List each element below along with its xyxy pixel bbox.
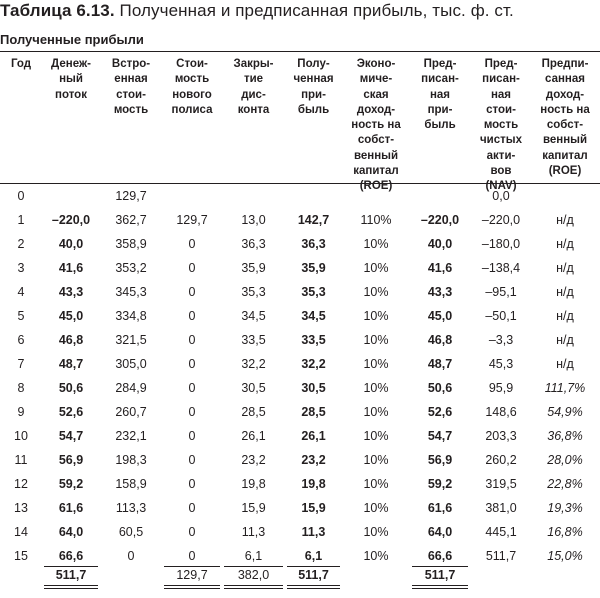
cell-earned-profit: 23,2 [301,453,326,467]
cell-new-policy-value: 0 [188,333,196,347]
cell-earned-profit: 142,7 [297,213,330,227]
total-cash-flow: 511,7 [55,568,87,582]
cell-embedded-value: 198,3 [115,453,147,467]
cell-earned-profit: 6,1 [304,549,323,563]
cell-cash-flow: 43,3 [58,285,84,299]
cell-discount-unwind: 15,9 [241,501,266,515]
cell-prescribed-nav: 95,9 [488,381,514,395]
table-row [0,424,600,448]
total-prescribed-nav [470,564,532,586]
cell-year: 12 [14,477,28,491]
cell-year: 10 [14,429,28,443]
cell-economic-roe: 10% [363,525,389,539]
cell-discount-unwind: 6,1 [244,549,263,563]
cell-new-policy-value: 0 [188,261,196,275]
cell-economic-roe: 10% [363,285,389,299]
total-embedded-value [100,564,162,586]
cell-cash-flow: 48,7 [58,357,84,371]
cell-economic-roe: 110% [360,213,392,227]
cell-discount-unwind: 28,5 [241,405,266,419]
table-title [0,0,514,22]
total-double-rule-new-policy-value [164,588,220,589]
cell-discount-unwind: 19,8 [241,477,266,491]
cell-economic-roe: 10% [363,477,389,491]
total-double-rule-cash-flow [44,585,98,586]
cell-prescribed-profit: –220,0 [420,213,460,227]
table-row [0,448,600,472]
top-rule [0,51,600,52]
cell-new-policy-value: 0 [188,237,196,251]
cell-new-policy-value: 129,7 [176,213,208,227]
cell-discount-unwind [222,184,285,208]
cell-prescribed-profit: 48,7 [427,357,453,371]
cell-prescribed-roe: 36,8% [547,429,583,443]
table-number: Таблица 6.13. [0,1,115,20]
table-row [0,352,600,376]
cell-prescribed-profit: 54,7 [427,429,453,443]
cell-discount-unwind: 26,1 [241,429,266,443]
cell-embedded-value: 321,5 [115,333,147,347]
cell-new-policy-value: 0 [188,429,196,443]
total-double-rule-earned-profit [287,588,340,589]
cell-cash-flow [42,184,100,208]
cell-prescribed-roe: н/д [556,261,574,275]
cell-cash-flow: 66,6 [58,549,84,563]
cell-discount-unwind: 23,2 [241,453,266,467]
cell-embedded-value: 353,2 [115,261,147,275]
cell-embedded-value: 158,9 [115,477,147,491]
cell-prescribed-roe: н/д [556,309,574,323]
column-header-embedded-value: Встро- енная стои- мость [111,58,151,116]
cell-prescribed-profit: 59,2 [427,477,453,491]
table-row [0,184,600,208]
cell-prescribed-profit: 56,9 [427,453,453,467]
cell-new-policy-value: 0 [188,525,196,539]
cell-embedded-value: 260,7 [115,405,147,419]
cell-prescribed-profit: 45,0 [427,309,453,323]
cell-earned-profit [285,184,342,208]
cell-year: 3 [17,261,25,275]
cell-prescribed-nav: –220,0 [481,213,521,227]
cell-economic-roe [342,184,410,208]
cell-prescribed-profit: 50,6 [427,381,453,395]
cell-prescribed-nav: 203,3 [485,429,517,443]
total-double-rule-earned-profit [287,585,340,586]
cell-prescribed-nav: –180,0 [481,237,521,251]
column-header-discount-unwind: Закры- тие дис- конта [233,58,274,116]
cell-earned-profit: 35,9 [301,261,326,275]
cell-prescribed-nav: 148,6 [485,405,517,419]
cell-prescribed-profit: 43,3 [427,285,453,299]
cell-prescribed-roe: 15,0% [547,549,583,563]
cell-prescribed-nav: –3,3 [488,333,514,347]
cell-prescribed-profit: 64,0 [427,525,453,539]
table-row [0,400,600,424]
cell-prescribed-nav: –95,1 [485,285,517,299]
cell-discount-unwind: 34,5 [241,309,266,323]
table-row [0,232,600,256]
column-header-prescribed-nav: Пред- писан- ная стои- мость чистых акти- вов (NAV) [480,58,522,193]
cell-prescribed-roe: 54,9% [547,405,583,419]
cell-year: 5 [17,309,25,323]
cell-new-policy-value: 0 [188,453,196,467]
cell-prescribed-profit: 61,6 [427,501,453,515]
cell-earned-profit: 32,2 [301,357,326,371]
cell-cash-flow: 56,9 [58,453,84,467]
cell-earned-profit: 26,1 [301,429,326,443]
cell-earned-profit: 19,8 [301,477,326,491]
cell-economic-roe: 10% [363,381,389,395]
cell-prescribed-roe: н/д [556,285,574,299]
cell-cash-flow: 50,6 [58,381,84,395]
cell-prescribed-profit: 52,6 [427,405,453,419]
cell-discount-unwind: 36,3 [241,237,266,251]
cell-prescribed-profit: 46,8 [427,333,453,347]
total-double-rule-new-policy-value [164,585,220,586]
cell-prescribed-nav: 0,0 [492,189,510,203]
cell-embedded-value: 284,9 [115,381,147,395]
cell-prescribed-roe: 111,7% [544,381,586,395]
cell-economic-roe: 10% [363,309,389,323]
total-prescribed-profit: 511,7 [424,568,456,582]
table-row [0,280,600,304]
cell-economic-roe: 10% [363,261,389,275]
total-double-rule-prescribed-profit [412,585,468,586]
cell-prescribed-profit [410,184,470,208]
cell-embedded-value: 345,3 [115,285,147,299]
table-row [0,472,600,496]
total-new-policy-value: 129,7 [176,568,208,582]
cell-discount-unwind: 33,5 [241,333,266,347]
cell-discount-unwind: 35,3 [241,285,266,299]
cell-economic-roe: 10% [363,501,389,515]
cell-cash-flow: 54,7 [58,429,84,443]
cell-year: 14 [14,525,28,539]
cell-discount-unwind: 35,9 [241,261,266,275]
cell-cash-flow: 52,6 [58,405,84,419]
cell-year: 1 [17,213,25,227]
cell-earned-profit: 11,3 [301,525,326,539]
column-header-new-policy-value: Стои- мость нового полиса [171,58,213,116]
cell-prescribed-roe: н/д [556,237,574,251]
table-row [0,304,600,328]
column-headers [0,57,600,193]
cell-year: 2 [17,237,25,251]
cell-prescribed-nav: 260,2 [485,453,517,467]
column-header-year: Год [10,58,32,70]
table-subtitle: Полученные прибыли [0,32,144,47]
table-caption: Полученная и предписанная прибыль, тыс. ф. ст. [119,1,514,20]
cell-embedded-value: 358,9 [115,237,147,251]
cell-new-policy-value: 0 [188,381,196,395]
total-earned-profit: 511,7 [298,568,329,582]
column-header-cash-flow: Денеж- ный поток [51,58,91,101]
table-row [0,496,600,520]
cell-embedded-value: 305,0 [115,357,147,371]
table-row [0,256,600,280]
table-row [0,376,600,400]
total-double-rule-discount-unwind [224,588,283,589]
cell-discount-unwind: 32,2 [241,357,266,371]
cell-economic-roe: 10% [363,237,389,251]
cell-embedded-value: 60,5 [118,525,144,539]
cell-prescribed-profit: 41,6 [427,261,453,275]
cell-prescribed-nav: 319,5 [485,477,517,491]
column-header-economic-roe: Эконо- миче- ская доход- ность на собст- венный капитал (ROE) [351,58,401,193]
cell-year: 6 [17,333,25,347]
total-double-rule-discount-unwind [224,585,283,586]
cell-discount-unwind: 11,3 [241,525,266,539]
cell-earned-profit: 15,9 [301,501,326,515]
cell-prescribed-profit: 40,0 [427,237,453,251]
table-row [0,208,600,232]
cell-cash-flow: –220,0 [51,213,91,227]
cell-year: 7 [17,357,25,371]
cell-prescribed-roe: 22,8% [547,477,583,491]
cell-prescribed-roe: 19,3% [547,501,583,515]
cell-embedded-value: 334,8 [115,309,147,323]
cell-earned-profit: 33,5 [301,333,326,347]
cell-economic-roe: 10% [363,405,389,419]
cell-economic-roe: 10% [363,357,389,371]
cell-economic-roe: 10% [363,453,389,467]
table-row [0,328,600,352]
cell-new-policy-value: 0 [188,501,196,515]
cell-embedded-value: 362,7 [115,213,147,227]
cell-prescribed-roe [532,184,598,208]
total-prescribed-roe [532,564,598,586]
cell-year: 15 [14,549,28,563]
cell-year: 9 [17,405,25,419]
cell-prescribed-roe: н/д [556,333,574,347]
cell-new-policy-value: 0 [188,549,196,563]
cell-embedded-value: 0 [127,549,135,563]
cell-new-policy-value: 0 [188,405,196,419]
cell-prescribed-roe: н/д [556,357,574,371]
cell-year: 13 [14,501,28,515]
cell-earned-profit: 34,5 [301,309,326,323]
cell-cash-flow: 40,0 [58,237,84,251]
cell-prescribed-nav: 445,1 [485,525,517,539]
cell-embedded-value: 113,3 [115,501,147,515]
cell-cash-flow: 64,0 [58,525,84,539]
cell-cash-flow: 45,0 [58,309,84,323]
column-header-prescribed-roe: Предпи- санная доход- ность на собст- венный капитал (ROE) [540,58,590,178]
cell-earned-profit: 35,3 [301,285,326,299]
cell-year: 11 [14,453,28,467]
cell-year: 4 [17,285,25,299]
cell-earned-profit: 36,3 [301,237,326,251]
cell-new-policy-value: 0 [188,285,196,299]
column-header-prescribed-profit: Пред- писан- ная при- быль [421,58,459,132]
cell-cash-flow: 41,6 [58,261,84,275]
cell-prescribed-roe: 28,0% [547,453,583,467]
total-year [0,564,42,586]
cell-prescribed-nav: 381,0 [485,501,517,515]
total-double-rule-cash-flow [44,588,98,589]
cell-prescribed-nav: –138,4 [481,261,521,275]
cell-new-policy-value: 0 [188,309,196,323]
cell-prescribed-nav: 511,7 [485,549,517,563]
cell-cash-flow: 46,8 [58,333,84,347]
cell-year: 0 [17,189,25,203]
cell-prescribed-roe: 16,8% [547,525,583,539]
cell-earned-profit: 30,5 [301,381,326,395]
total-economic-roe [342,564,410,586]
cell-discount-unwind: 13,0 [241,213,266,227]
cell-economic-roe: 10% [363,333,389,347]
totals-row [0,564,600,586]
cell-cash-flow: 59,2 [58,477,84,491]
cell-new-policy-value: 0 [188,357,196,371]
cell-prescribed-nav: –50,1 [485,309,517,323]
cell-embedded-value: 232,1 [115,429,147,443]
cell-prescribed-profit: 66,6 [427,549,453,563]
cell-prescribed-nav: 45,3 [488,357,514,371]
cell-year: 8 [17,381,25,395]
cell-new-policy-value [162,184,222,208]
cell-economic-roe: 10% [363,549,389,563]
total-double-rule-prescribed-profit [412,588,468,589]
cell-cash-flow: 61,6 [58,501,84,515]
total-discount-unwind: 382,0 [237,568,270,582]
table-row [0,520,600,544]
cell-embedded-value: 129,7 [115,189,147,203]
cell-new-policy-value: 0 [188,477,196,491]
column-header-earned-profit: Полу- ченная при- быль [293,58,334,116]
cell-economic-roe: 10% [363,429,389,443]
cell-earned-profit: 28,5 [301,405,326,419]
cell-prescribed-roe: н/д [556,213,574,227]
cell-discount-unwind: 30,5 [241,381,266,395]
